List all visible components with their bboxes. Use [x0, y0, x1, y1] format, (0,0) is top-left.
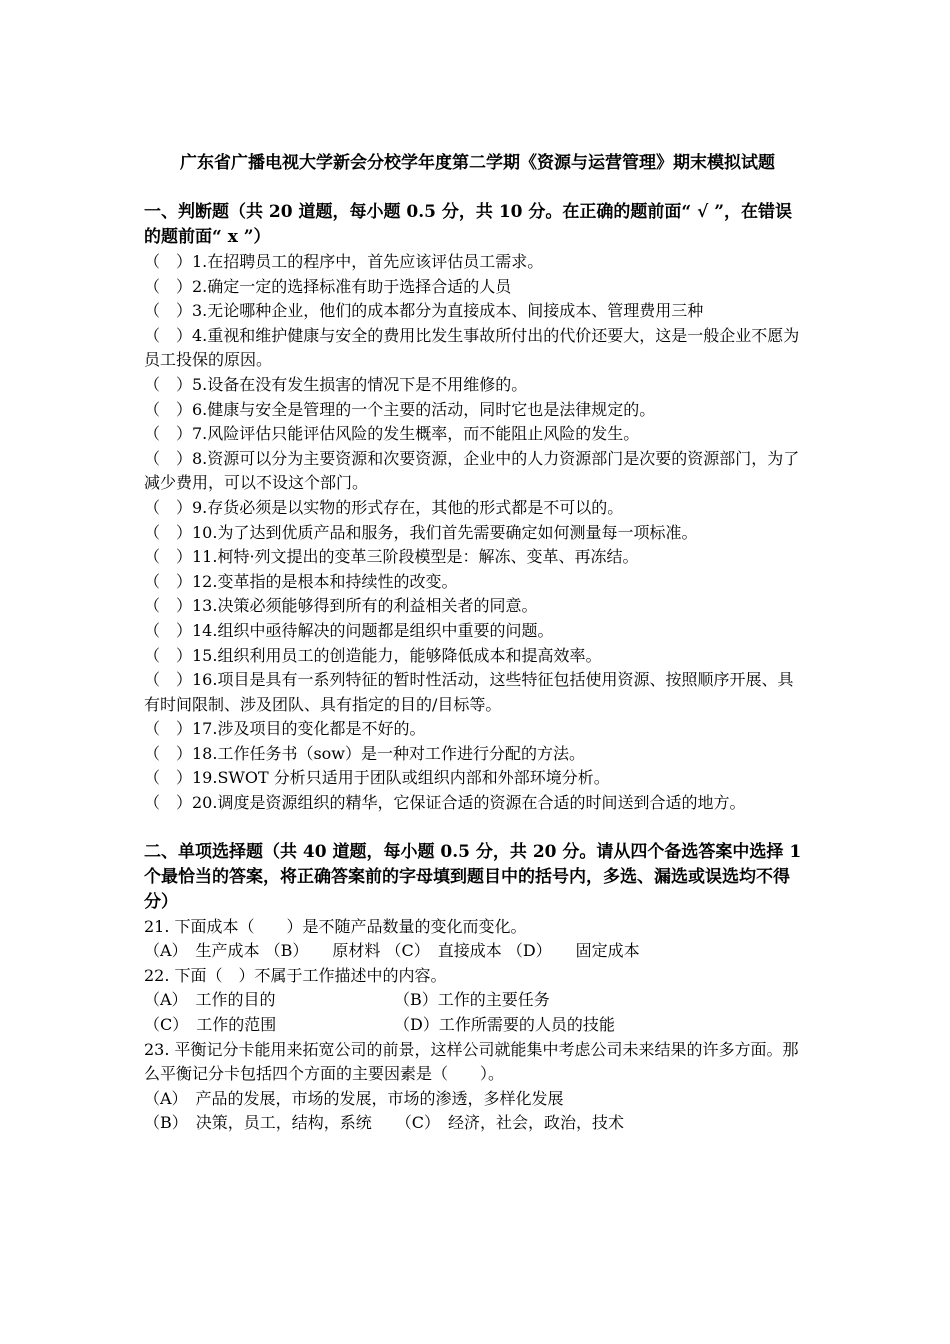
spacer: [144, 176, 808, 200]
judgement-item: （ ）17.涉及项目的变化都是不好的。: [144, 719, 426, 739]
judgement-item: （ ）6.健康与安全是管理的一个主要的活动，同时它也是法律规定的。: [144, 399, 656, 419]
judgement-item: （ ）5.设备在没有发生损害的情况下是不用维修的。: [144, 374, 528, 394]
page-title: 广东省广播电视大学新会分校学年度第二学期《资源与运营管理》期末模拟试题: [180, 153, 775, 173]
judgement-item: （ ）15.组织利用员工的创造能力，能够降低成本和提高效率。: [144, 645, 602, 665]
judgement-item: （ ）14.组织中亟待解决的问题都是组织中重要的问题。: [144, 620, 554, 640]
judgement-item: （ ）1.在招聘员工的程序中，首先应该评估员工需求。: [144, 252, 544, 271]
q22-options-row1: [144, 988, 808, 1013]
judgement-item: （ ）16.项目是具有一系列特征的暂时性活动，这些特征包括使用资源、按照顺序开展、具有时间限制、涉及团队、具有指定的目的/目标等。: [144, 670, 794, 714]
q21-stem: 21. 下面成本（ ）是不随产品数量的变化而变化。: [144, 916, 527, 936]
judgement-item: （ ）10.为了达到优质产品和服务，我们首先需要确定如何测量每一项标准。: [144, 522, 698, 542]
q22-stem: 22. 下面（ ）不属于工作描述中的内容。: [144, 965, 447, 985]
spacer: [144, 816, 808, 840]
judgement-item: （ ）3.无论哪种企业，他们的成本都分为直接成本、间接成本、管理费用三种: [144, 301, 704, 321]
exam-page: [144, 150, 808, 1136]
section1-heading: 一、判断题（共 20 道题，每小题 0.5 分，共 10 分。在正确的题前面“ √ ”，在错误的题前面“ x ”）: [144, 202, 792, 247]
q22-option-b: （B）工作的主要任务: [394, 990, 550, 1010]
section1-list: [144, 250, 808, 816]
q22-option-a: （A） 工作的目的: [144, 990, 276, 1010]
q22-options-row2: [144, 1013, 808, 1038]
judgement-item: （ ）13.决策必须能够得到所有的利益相关者的同意。: [144, 596, 538, 616]
judgement-item: （ ）4.重视和维护健康与安全的费用比发生事故所付出的代价还要大，这是一般企业不愿为员工投保的原因。: [144, 325, 800, 370]
q23-stem: 23. 平衡记分卡能用来拓宽公司的前景，这样公司就能集中考虑公司未来结果的许多方面。那么平衡记分卡包括四个方面的主要因素是（ ）。: [144, 1039, 799, 1084]
judgement-item: （ ）19.SWOT 分析只适用于团队或组织内部和外部环境分析。: [144, 768, 610, 788]
q22-option-d: （D）工作所需要的人员的技能: [394, 1015, 615, 1035]
q22-option-c: （C） 工作的范围: [144, 1015, 277, 1035]
judgement-item: （ ）18.工作任务书（sow）是一种对工作进行分配的方法。: [144, 743, 585, 763]
judgement-item: （ ）8.资源可以分为主要资源和次要资源，企业中的人力资源部门是次要的资源部门，为了减少费用，可以不设这个部门。: [144, 448, 800, 493]
section2-heading: 二、单项选择题（共 40 道题，每小题 0.5 分，共 20 分。请从四个备选答案中选择 1 个最恰当的答案，将正确答案前的字母填到题目中的括号内，多选、漏选或误选均不得分）: [144, 841, 802, 912]
judgement-item: （ ）7.风险评估只能评估风险的发生概率，而不能阻止风险的发生。: [144, 424, 640, 444]
judgement-item: （ ）2.确定一定的选择标准有助于选择合适的人员: [144, 276, 512, 296]
judgement-item: （ ）12.变革指的是根本和持续性的改变。: [144, 571, 458, 591]
judgement-item: （ ）9.存货必须是以实物的形式存在，其他的形式都是不可以的。: [144, 497, 624, 517]
q21-options: （A） 生产成本 （B） 原材料 （C） 直接成本 （D） 固定成本: [144, 941, 640, 961]
q23-option-bc: （B） 决策，员工，结构，系统 （C） 经济，社会，政治，技术: [144, 1113, 625, 1133]
judgement-item: （ ）11.柯特·列文提出的变革三阶段模型是：解冻、变革、再冻结。: [144, 547, 639, 567]
judgement-item: （ ）20.调度是资源组织的精华，它保证合适的资源在合适的时间送到合适的地方。: [144, 793, 746, 813]
q23-option-a: （A） 产品的发展，市场的发展，市场的渗透，多样化发展: [144, 1088, 564, 1108]
